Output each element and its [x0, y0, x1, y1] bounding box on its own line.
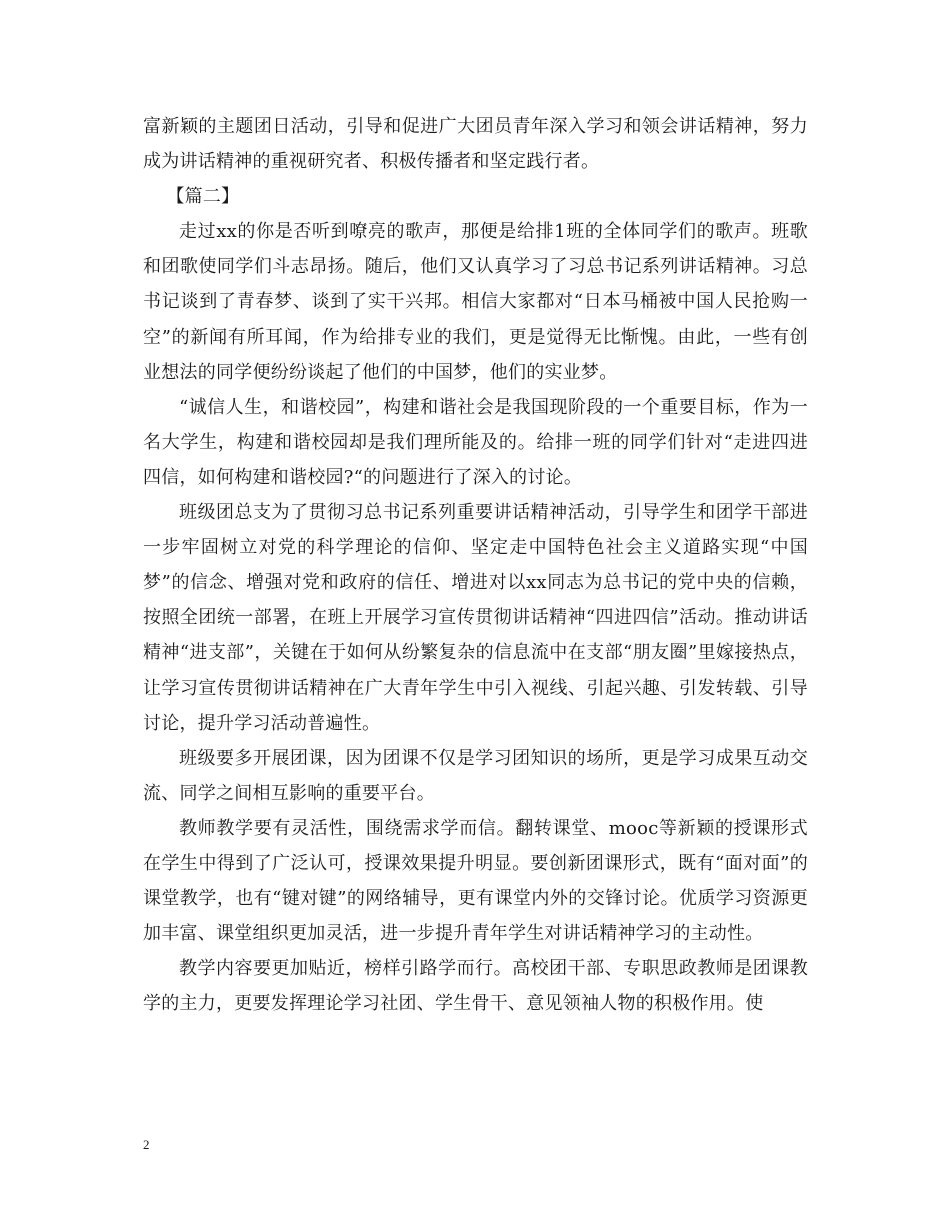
paragraph: 教学内容要更加贴近，榜样引路学而行。高校团干部、专职思政教师是团课教学的主力，更要发挥理论学习社团、学生骨干、意见领袖人物的积极作用。使: [143, 958, 808, 1015]
paragraph: 班级要多开展团课，因为团课不仅是学习团知识的场所，更是学习成果互动交流、同学之间相互影响的重要平台。: [143, 747, 808, 804]
paragraph: 班级团总支为了贯彻习总书记系列重要讲话精神活动，引导学生和团学干部进一步牢固树立对党的科学理论的信仰、坚定走中国特色社会主义道路实现“中国梦”的信念、增强对党和政府的信任、增进对以xx同志为总书记的党中央的信赖，按照全团统一部署，在班上开展学习宣传贯彻讲话精神“四进四信”活动。推动讲话精神“进支部”，关键在于如何从纷繁复杂的信息流中在支部“朋友圈”里嫁接热点，让学习宣传贯彻讲话精神在广大青年学生中引入视线、引起兴趣、引发转载、引导讨论，提升学习活动普遍性。: [143, 502, 808, 734]
paragraph: 教师教学要有灵活性，围绕需求学而信。翻转课堂、mooc等新颖的授课形式在学生中得到了广泛认可，授课效果提升明显。要创新团课形式，既有“面对面”的课堂教学，也有“键对键”的网络辅导，更有课堂内外的交锋讨论。优质学习资源更加丰富、课堂组织更加灵活，进一步提升青年学生对讲话精神学习的主动性。: [143, 817, 808, 945]
paragraph: “诚信人生，和谐校园”，构建和谐社会是我国现阶段的一个重要目标，作为一名大学生，构建和谐校园却是我们理所能及的。给排一班的同学们针对“走进四进四信，如何构建和谐校园?“的问题进行了深入的讨论。: [143, 396, 808, 488]
section-heading: 【篇二】: [166, 186, 240, 208]
paragraph-continuation: 富新颖的主题团日活动，引导和促进广大团员青年深入学习和领会讲话精神，努力成为讲话精神的重视研究者、积极传播者和坚定践行者。: [143, 116, 808, 173]
document-body: [143, 109, 808, 1021]
page-number: 2: [143, 1137, 150, 1152]
paragraph: 走过xx的你是否听到嘹亮的歌声，那便是给排1班的全体同学们的歌声。班歌和团歌使同学们斗志昂扬。随后，他们又认真学习了习总书记系列讲话精神。习总书记谈到了青春梦、谈到了实干兴邦。相信大家都对“日本马桶被中国人民抢购一空”的新闻有所耳闻，作为给排专业的我们，更是觉得无比惭愧。由此，一些有创业想法的同学便纷纷谈起了他们的中国梦，他们的实业梦。: [143, 221, 808, 383]
